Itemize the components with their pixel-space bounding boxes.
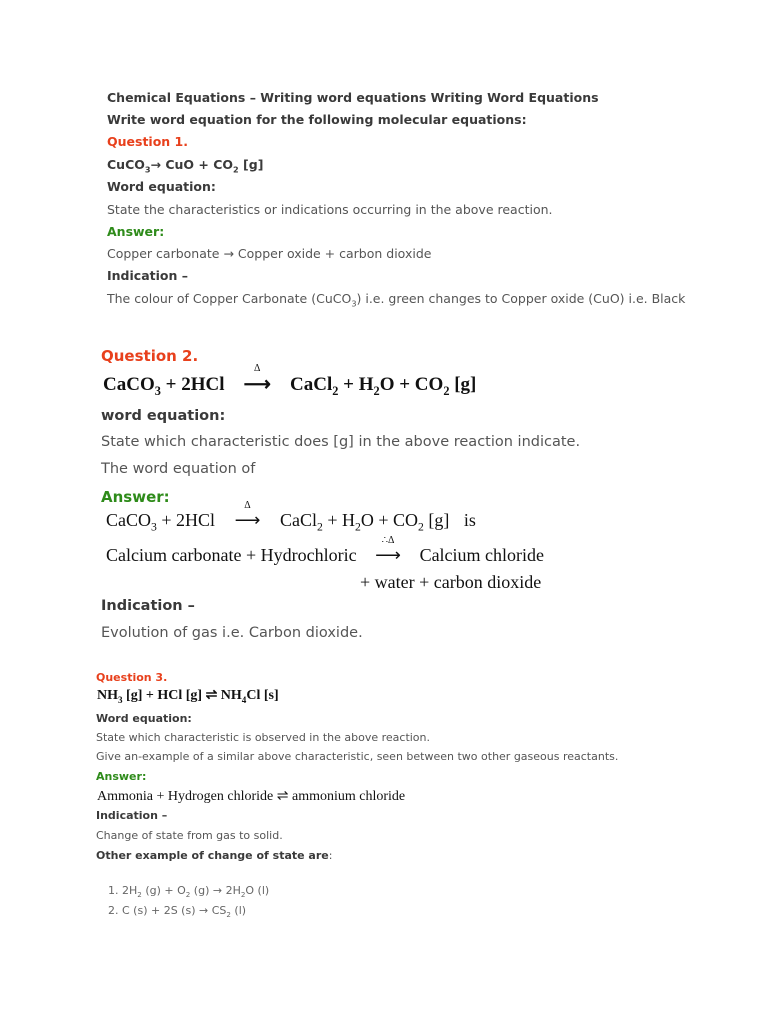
q3-example-item-2: 2. C (s) + 2S $(s) \to CS_2$ (l) [108,904,247,920]
q2-word-equation-label: word equation: [101,408,226,424]
q2-prompt-2: The word equation of [101,461,256,477]
q2-answer-equation: CaCO$_3$ + 2HCl Δ ⟶ CaCl$_2$ + $H_2O + CO_2$ [g] is [106,500,476,534]
q2-word-equation-line-1: Calcium carbonate + Hydrochloric ∴Δ ⟶ Calcium chloride [106,535,545,565]
q3-indication-label: Indication – [96,809,168,822]
q1-word-equation-label: Word equation: [107,179,216,194]
q1-answer-text: Copper carbonate → Copper oxide + carbon dioxide [107,246,432,261]
q3-example-item-1: 1. $2H_2$ $(g) + O_2$ $(g) \to 2H_2O$ (l) [108,884,270,900]
doc-header-1: Chemical Equations – Writing word equations Writing Word Equations [107,90,599,105]
q2-answer-delta-arrow: Δ ⟶ [234,500,261,530]
q1-equation: CuCO$_3$→ CuO + $CO_2$ [g] [107,157,264,175]
q2-title: Question 2. [101,347,199,365]
q3-equation: $NH_3$ [g] + HCl [g] ⇌ $NH_4Cl$ [s] [97,688,279,705]
q3-title: Question 3. [96,671,168,684]
q1-indication-text: The colour of Copper Carbonate (CuCO$_3$) i.e. green changes to Copper oxide (CuO) i.e. Black [107,291,686,309]
q3-prompt-2: Give an-example of a similar above characteristic, seen between two other gaseous reactants. [96,750,619,763]
q1-answer-label: Answer: [107,224,165,239]
q3-answer-label: Answer: [96,770,147,783]
q3-answer-equilibrium-arrow: ⇌ [276,789,289,804]
doc-header-2: Write word equation for the following molecular equations: [107,112,527,127]
q2-delta-arrow: Δ ⟶ [243,363,271,395]
q3-prompt-1: State which characteristic is observed in the above reaction. [96,731,431,744]
q1-indication-label: Indication – [107,268,188,283]
q2-word-equation-line-2: + water + carbon dioxide [360,572,542,592]
q2-answer-label: Answer: [101,488,170,506]
q3-answer-equation: Ammonia + Hydrogen chloride ⇌ ammonium chloride [97,789,406,804]
q2-indication-label: Indication – [101,598,195,614]
q2-prompt-1: State which characteristic does [g] in the above reaction indicate. [101,434,581,450]
q2-word-delta-arrow: ∴Δ ⟶ [375,535,401,565]
q1-title: Question 1. [107,134,188,149]
q3-word-equation-label: Word equation: [96,712,192,725]
q3-indication-text: Change of state from gas to solid. [96,829,283,842]
q2-equation: CaCO$_3$ + 2HCl Δ ⟶ CaCl$_2$ + $H_2O + CO_2$ [g] [103,363,477,398]
q3-equilibrium-arrow: ⇌ [205,688,218,703]
q2-indication-text: Evolution of gas i.e. Carbon dioxide. [101,625,363,641]
q3-other-examples-label: Other example of change of state are: [96,849,333,862]
q1-prompt: State the characteristics or indications occurring in the above reaction. [107,202,553,217]
